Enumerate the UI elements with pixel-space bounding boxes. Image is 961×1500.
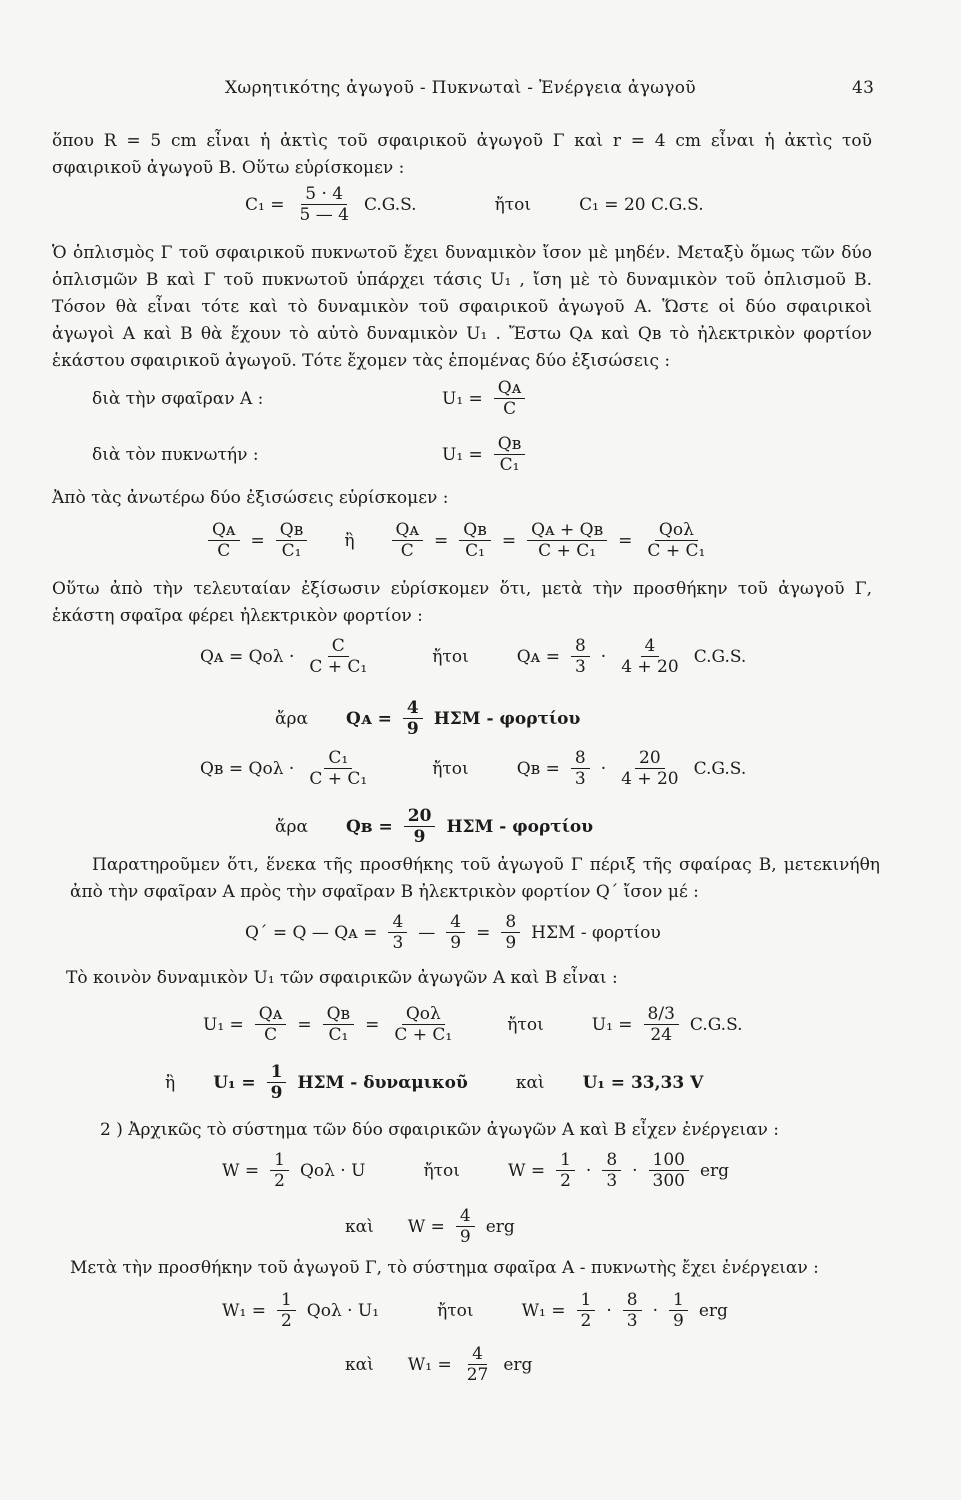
minus: — — [418, 922, 436, 943]
fraction — [463, 1344, 493, 1385]
eq-lhs: W = — [222, 1160, 260, 1181]
numerator: 1 — [270, 1150, 289, 1171]
conjunction: ἤτοι — [437, 1300, 474, 1321]
numerator: 5 · 4 — [301, 184, 347, 205]
denominator: C — [503, 399, 517, 419]
equation-u1-result — [165, 1062, 703, 1103]
fraction — [494, 378, 526, 419]
equation-ratio — [205, 520, 712, 561]
denominator: 27 — [466, 1365, 489, 1385]
numerator: 8 — [571, 748, 590, 769]
fraction — [277, 1290, 296, 1331]
fraction — [494, 434, 526, 475]
unit: ΗΣΜ - φορτίου — [531, 922, 661, 943]
numerator: 8/3 — [644, 1004, 679, 1025]
denominator: C + C₁ — [647, 541, 706, 561]
dot: · — [600, 758, 607, 779]
equation-u1 — [203, 1004, 743, 1045]
dot: · — [652, 1300, 658, 1321]
numerator: 1 — [277, 1290, 296, 1311]
numerator: 4 — [641, 636, 660, 657]
equation-capacitor — [92, 434, 528, 475]
numerator: C — [328, 636, 349, 657]
fraction — [305, 748, 371, 789]
fraction — [208, 520, 240, 561]
denominator: 3 — [392, 933, 404, 953]
paragraph-7: 2 ) Ἀρχικῶς τὸ σύστημα τῶν δύο σφαιρικῶν ἀγωγῶν Α καὶ Β εἶχεν ἐνέργειαν : — [100, 1120, 779, 1140]
equals: = — [476, 922, 491, 943]
denominator: C — [217, 541, 231, 561]
prefix: ἢ — [165, 1072, 176, 1093]
numerator: Qʙ — [459, 520, 491, 541]
fraction — [255, 1004, 287, 1045]
eq-lhs: W = — [507, 1160, 546, 1181]
conjunction: ἤτοι — [494, 194, 532, 215]
equals: = — [501, 530, 517, 551]
eq-label: διὰ τὴν σφαῖραν Α : — [92, 388, 264, 409]
denominator: 4 + 20 — [621, 769, 679, 789]
fraction — [617, 636, 683, 677]
equals: = — [434, 530, 449, 551]
fraction — [602, 1150, 621, 1191]
eq-lhs: W₁ = — [222, 1300, 266, 1321]
page-number: 43 — [852, 78, 875, 98]
fraction — [527, 520, 607, 561]
prefix: ἄρα — [275, 708, 308, 729]
equation-c1 — [245, 184, 704, 225]
numerator: Qᴀ — [392, 520, 424, 541]
denominator: 3 — [574, 657, 586, 677]
equation-qa-result — [275, 698, 580, 739]
numerator: Qʙ — [323, 1004, 355, 1025]
fraction — [617, 748, 683, 789]
numerator: C₁ — [324, 748, 352, 769]
eq-lhs: W₁ = — [521, 1300, 566, 1321]
denominator: 2 — [274, 1171, 285, 1191]
denominator: 3 — [574, 769, 586, 789]
unit: ΗΣΜ - φορτίου — [433, 708, 581, 729]
denominator: 4 + 20 — [621, 657, 679, 677]
denominator: C — [400, 541, 414, 561]
equation-sphere-a — [92, 378, 528, 419]
conjunction: ἤτοι — [432, 646, 469, 667]
eq-lhs: U₁ = — [591, 1014, 633, 1035]
numerator: 8 — [602, 1150, 621, 1171]
numerator: Qᴀ — [494, 378, 526, 399]
numerator: 20 — [404, 806, 436, 827]
fraction — [556, 1150, 575, 1191]
fraction — [295, 184, 352, 225]
numerator: 4 — [446, 912, 465, 933]
denominator: 2 — [560, 1171, 571, 1191]
denominator: 9 — [450, 933, 462, 953]
numerator: Qᴀ — [208, 520, 240, 541]
equation-q-prime — [245, 912, 661, 953]
denominator: 9 — [459, 1227, 471, 1247]
denominator: 9 — [672, 1311, 684, 1331]
denominator: 3 — [606, 1171, 618, 1191]
equation-w1-result — [345, 1344, 532, 1385]
denominator: 300 — [652, 1171, 685, 1191]
fraction — [571, 748, 590, 789]
dot: · — [585, 1160, 592, 1181]
unit: erg — [503, 1354, 533, 1375]
unit: ΗΣΜ - δυναμικοῦ — [297, 1072, 468, 1093]
paragraph-3: Ἀπὸ τὰς ἀνωτέρω δύο ἐξισώσεις εὑρίσκομεν : — [52, 488, 449, 508]
eq-lhs: U₁ = — [203, 1014, 244, 1035]
numerator: 1 — [577, 1290, 596, 1311]
equals: = — [618, 530, 633, 551]
denominator: 9 — [270, 1083, 283, 1103]
equation-qb — [200, 748, 746, 789]
equation-w — [222, 1150, 729, 1191]
denominator: C + C₁ — [309, 769, 368, 789]
denominator: C + C₁ — [394, 1025, 453, 1045]
fraction — [577, 1290, 596, 1331]
numerator: 4 — [468, 1344, 487, 1365]
equation-w-result — [345, 1206, 515, 1247]
header-title: Χωρητικότης ἀγωγοῦ - Πυκνωταὶ - Ἐνέργεια ἀγωγοῦ — [225, 78, 696, 98]
fraction — [501, 912, 520, 953]
fraction — [623, 1290, 642, 1331]
eq-lhs: W = — [407, 1216, 445, 1237]
eq-lhs: Qᴀ = — [516, 646, 560, 667]
denominator: 9 — [413, 827, 426, 847]
conjunction: ἤτοι — [507, 1014, 544, 1035]
numerator: Qολ — [655, 520, 698, 541]
prefix: καὶ — [345, 1216, 374, 1237]
denominator: 3 — [626, 1311, 638, 1331]
eq-lhs: U₁ = — [442, 444, 483, 465]
unit: erg — [700, 1160, 730, 1181]
equals: = — [297, 1014, 312, 1035]
numerator: Qᴀ + Qʙ — [527, 520, 607, 541]
numerator: Qᴀ — [255, 1004, 287, 1025]
numerator: 4 — [403, 698, 423, 719]
numerator: 20 — [635, 748, 665, 769]
unit: C.G.S. — [689, 1014, 743, 1035]
denominator: C₁ — [465, 541, 485, 561]
fraction — [267, 1062, 287, 1103]
eq-lhs: Qᴀ = — [345, 708, 392, 729]
paragraph-1: ὅπου R = 5 cm εἶναι ἡ ἀκτὶς τοῦ σφαιρικοῦ ἀγωγοῦ Γ καὶ r = 4 cm εἶναι ἡ ἀκτὶς τοῦ σφαιρικοῦ ἀγωγοῦ Β. Οὕτω εὑρίσκομεν : — [52, 131, 872, 178]
paragraph-5: Παρατηροῦμεν ὅτι, ἕνεκα τῆς προσθήκης τοῦ ἀγωγοῦ Γ πέριξ τῆς σφαίρας Β, μετεκινήθη ἀπὸ τὴν σφαῖραν Α πρὸς τὴν σφαῖραν Β ἠλεκτρικὸν φορτίον Q΄ ἴσον μέ : — [70, 855, 880, 902]
paragraph-6: Τὸ κοινὸν δυναμικὸν U₁ τῶν σφαιρικῶν ἀγωγῶν Α καὶ Β εἶναι : — [66, 968, 618, 988]
numerator: 8 — [571, 636, 590, 657]
eq-lhs: C₁ = — [245, 194, 285, 215]
denominator: C + C₁ — [309, 657, 368, 677]
unit: ΗΣΜ - φορτίου — [446, 816, 594, 837]
conjunction: ἤτοι — [423, 1160, 460, 1181]
dot: · — [606, 1300, 612, 1321]
numerator: 1 — [556, 1150, 575, 1171]
fraction — [323, 1004, 355, 1045]
fraction — [276, 520, 308, 561]
eq-lhs: Qᴀ = Qολ · — [200, 646, 295, 667]
denominator: 24 — [650, 1025, 673, 1045]
denominator: 2 — [280, 1311, 292, 1331]
fraction — [446, 912, 465, 953]
denominator: C — [264, 1025, 278, 1045]
fraction — [270, 1150, 289, 1191]
denominator: C₁ — [328, 1025, 349, 1045]
fraction — [388, 912, 407, 953]
denominator: 5 — 4 — [299, 205, 349, 225]
eq-lhs: Qʙ = — [516, 758, 560, 779]
paragraph-2: Ὁ ὁπλισμὸς Γ τοῦ σφαιρικοῦ πυκνωτοῦ ἔχει δυναμικὸν ἴσον μὲ μηδέν. Μεταξὺ ὅμως τῶν δύο ὁπλισμῶν Β καὶ Γ τοῦ πυκνωτοῦ ὑπάρχει τάσις U₁ , ἴση μὲ τὸ δυναμικὸν τοῦ ὁπλισμοῦ Β. Τόσον θὰ εἶναι τότε καὶ τὸ δυναμικὸν τοῦ σφαιρικοῦ ἀγωγοῦ Α. Ὥστε οἱ δύο σφαιρικοὶ ἀγωγοὶ Α καὶ Β θὰ ἔχουν τὸ αὐτὸ δυναμικὸν U₁ . Ἔστω Qᴀ καὶ Qʙ τὸ ἠλεκτρικὸν φορτίον ἑκάστου σφαιρικοῦ ἀγωγοῦ. Τότε ἔχομεν τὰς ἑπομένας δύο ἐξισώσεις : — [52, 243, 872, 371]
unit: C.G.S. — [693, 646, 747, 667]
numerator: Qʙ — [494, 434, 526, 455]
paragraph-8: Μετὰ τὴν προσθήκην τοῦ ἀγωγοῦ Γ, τὸ σύστημα σφαῖρα Α - πυκνωτὴς ἔχει ἐνέργειαν : — [70, 1258, 819, 1278]
denominator: 9 — [505, 933, 517, 953]
numerator: 4 — [388, 912, 407, 933]
fraction — [392, 520, 424, 561]
numerator: 1 — [669, 1290, 688, 1311]
eq-lhs: Q΄ = Q — Qᴀ = — [245, 922, 378, 943]
fraction — [456, 1206, 475, 1247]
unit: C.G.S. — [363, 194, 417, 215]
unit: erg — [485, 1216, 515, 1237]
conjunction: καὶ — [515, 1072, 545, 1093]
prefix: καὶ — [345, 1354, 374, 1375]
denominator: C₁ — [499, 455, 520, 475]
prefix: ἄρα — [275, 816, 308, 837]
fraction — [305, 636, 371, 677]
equals: = — [250, 530, 265, 551]
numerator: 8 — [623, 1290, 642, 1311]
equals: = — [365, 1014, 380, 1035]
numerator: 4 — [456, 1206, 475, 1227]
numerator: Qολ — [402, 1004, 445, 1025]
paragraph-4: Οὕτω ἀπὸ τὴν τελευταίαν ἐξίσωσιν εὑρίσκομεν ὅτι, μετὰ τὴν προσθήκην τοῦ ἀγωγοῦ Γ, ἑκάστη σφαῖρα φέρει ἠλεκτρικὸν φορτίον : — [52, 579, 872, 626]
fraction — [459, 520, 491, 561]
unit: C.G.S. — [693, 758, 747, 779]
equation-qa — [200, 636, 746, 677]
numerator: 1 — [267, 1062, 287, 1083]
eq-rest: Qολ · U₁ — [306, 1300, 380, 1321]
dot: · — [632, 1160, 638, 1181]
denominator: C + C₁ — [538, 541, 597, 561]
eq-lhs: U₁ = — [442, 388, 483, 409]
conjunction: ἢ — [344, 530, 355, 551]
fraction — [404, 806, 436, 847]
equation-qb-result — [275, 806, 593, 847]
fraction — [649, 1150, 689, 1191]
equation-w1 — [222, 1290, 728, 1331]
eq-rest: Qολ · U — [299, 1160, 366, 1181]
eq-lhs: W₁ = — [407, 1354, 452, 1375]
eq-lhs: Qʙ = — [345, 816, 393, 837]
numerator: Qʙ — [276, 520, 308, 541]
numerator: 8 — [501, 912, 520, 933]
conjunction: ἤτοι — [432, 758, 469, 779]
fraction — [571, 636, 590, 677]
unit: erg — [698, 1300, 728, 1321]
fraction — [669, 1290, 688, 1331]
result: C₁ = 20 C.G.S. — [579, 194, 704, 215]
fraction — [644, 1004, 679, 1045]
result: U₁ = 33,33 V — [582, 1072, 704, 1093]
fraction — [643, 520, 709, 561]
denominator: C₁ — [281, 541, 302, 561]
eq-label: διὰ τὸν πυκνωτήν : — [92, 444, 259, 465]
numerator: 100 — [649, 1150, 689, 1171]
fraction — [390, 1004, 456, 1045]
eq-lhs: U₁ = — [213, 1072, 256, 1093]
denominator: 2 — [580, 1311, 592, 1331]
dot: · — [600, 646, 607, 667]
eq-lhs: Qʙ = Qολ · — [200, 758, 295, 779]
fraction — [403, 698, 423, 739]
denominator: 9 — [406, 719, 419, 739]
